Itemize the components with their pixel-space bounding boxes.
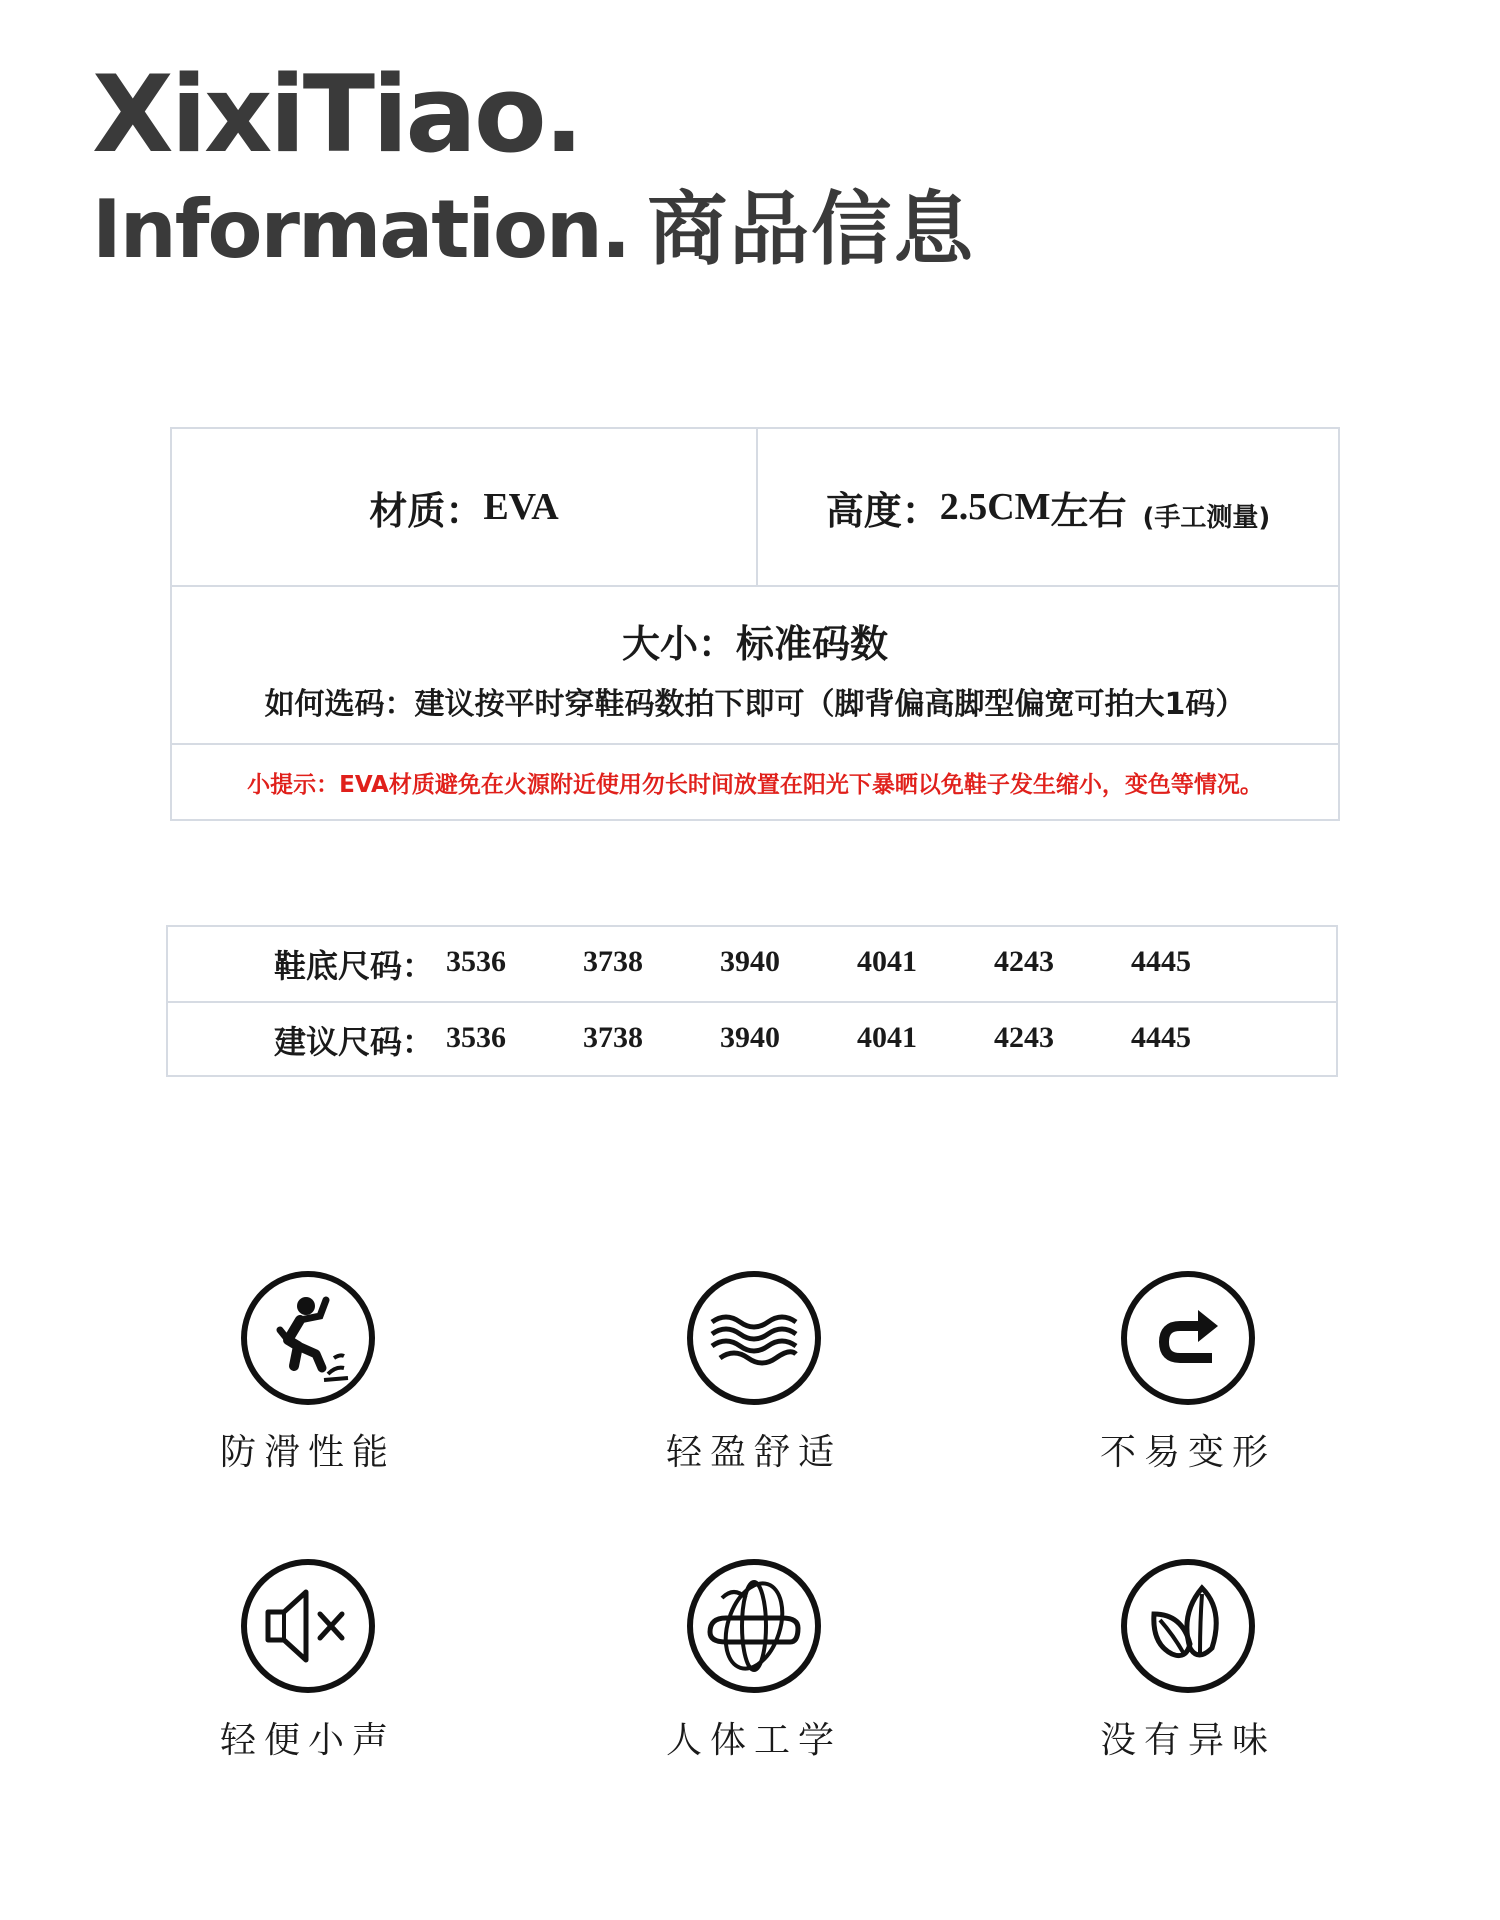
size-title: 大小：标准码数 (621, 622, 888, 666)
feature-lightweight (604, 1270, 904, 1475)
material-value: EVA (483, 486, 559, 528)
feature-rebound (1038, 1270, 1338, 1475)
feature-label: 不易变形 (1099, 1432, 1276, 1473)
care-tip: 小提示：EVA材质避免在火源附近使用勿长时间放置在阳光下暴晒以免鞋子发生缩小，变色等情况。 (247, 771, 1263, 798)
table-bottom-border (166, 1075, 1338, 1077)
size-row-label: 建议尺码： (274, 1023, 435, 1061)
feature-label: 人体工学 (665, 1720, 842, 1761)
page-subtitle (92, 183, 976, 276)
leaf-icon (1120, 1558, 1256, 1694)
size-value: 4243 (994, 1021, 1054, 1054)
size-value: 3536 (446, 945, 506, 978)
feature-label: 轻便小声 (219, 1720, 396, 1761)
height-value: 2.5CM (939, 486, 1051, 528)
size-value: 4041 (857, 945, 917, 978)
height-label: 高度： (825, 488, 940, 533)
feature-label: 没有异味 (1099, 1720, 1276, 1761)
rebound-arrow-icon (1120, 1270, 1256, 1406)
size-value: 3536 (446, 1021, 506, 1054)
height-suffix: 左右 (1050, 488, 1127, 533)
size-value: 3940 (720, 1021, 780, 1054)
brand-title: XixiTiao. (92, 53, 582, 176)
feature-label: 轻盈舒适 (665, 1432, 842, 1473)
height-cell (758, 429, 1338, 585)
size-value: 3738 (583, 945, 643, 978)
product-info-table (170, 427, 1340, 821)
table-row (168, 927, 1336, 1003)
size-value: 4243 (994, 945, 1054, 978)
size-value: 4445 (1131, 945, 1191, 978)
size-chart (166, 925, 1338, 1075)
ergonomic-sole-icon (686, 1558, 822, 1694)
subtitle-chinese: 商品信息 (647, 183, 976, 276)
lightweight-waves-icon (686, 1270, 822, 1406)
size-value: 4041 (857, 1021, 917, 1054)
size-row-label: 鞋底尺码： (274, 947, 435, 985)
feature-odorless (1038, 1558, 1338, 1763)
size-value: 3738 (583, 1021, 643, 1054)
table-row (168, 1003, 1336, 1077)
size-advice: 如何选码：建议按平时穿鞋码数拍下即可（脚背偏高脚型偏宽可拍大1码） (264, 687, 1246, 722)
anti-slip-icon (240, 1270, 376, 1406)
feature-ergonomic (604, 1558, 904, 1763)
height-note: (手工测量) (1142, 502, 1271, 533)
material-label: 材质： (369, 488, 484, 533)
size-value: 3940 (720, 945, 780, 978)
feature-label: 防滑性能 (219, 1432, 396, 1473)
info-row-size (172, 587, 1338, 745)
info-row-material-height (172, 429, 1338, 587)
subtitle-english: Information. (92, 183, 630, 276)
info-row-tip (172, 745, 1338, 819)
feature-anti-slip (158, 1270, 458, 1475)
material-cell (172, 429, 756, 585)
size-value: 4445 (1131, 1021, 1191, 1054)
feature-quiet (158, 1558, 458, 1763)
mute-speaker-icon (240, 1558, 376, 1694)
